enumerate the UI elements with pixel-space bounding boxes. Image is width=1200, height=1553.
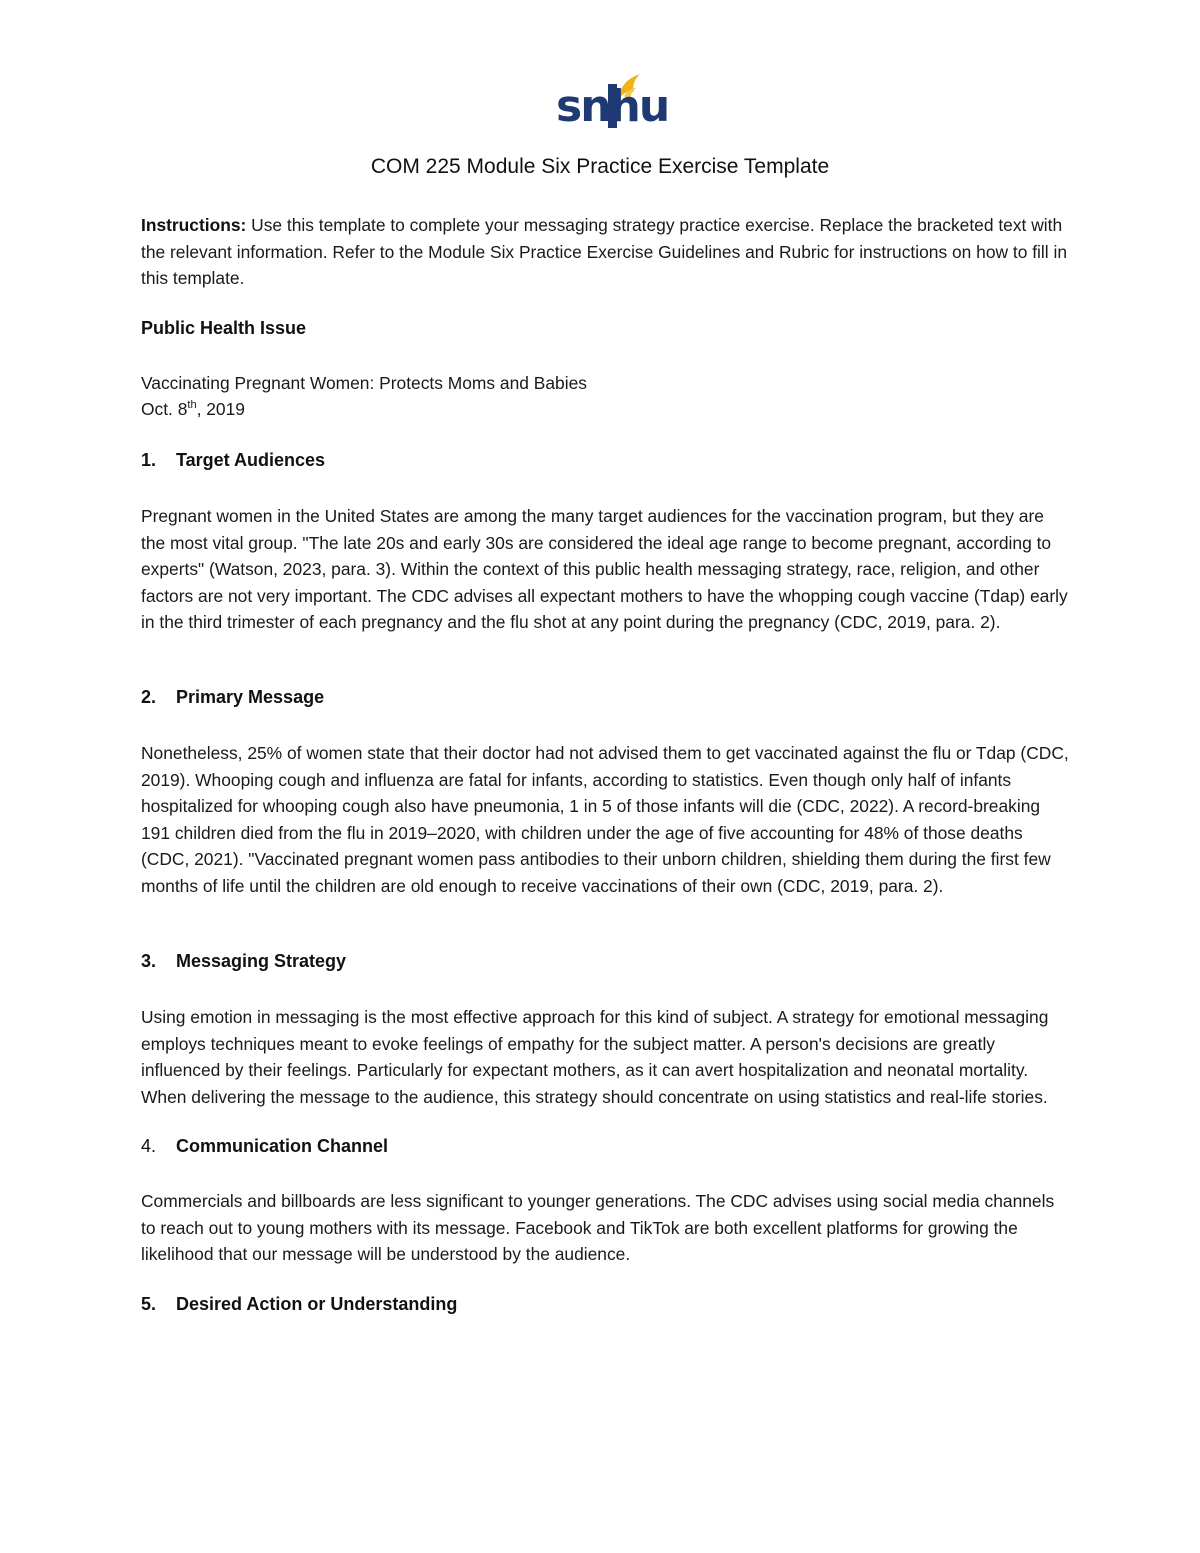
public-health-issue-heading: Public Health Issue [141,318,307,338]
section-number: 2. [141,687,157,707]
section-heading-target-audiences [141,450,325,471]
instructions-label: Instructions: [141,215,247,235]
section-text-communication-channel: Commercials and billboards are less significant to younger generations. The CDC advises using social media channels to reach out to young mothers with its message. Facebook and TikTok are both excellent platforms for growing the likelihood that our message will be understood by the audience. [141,1191,1055,1264]
section-title: Primary Message [176,687,325,707]
public-health-issue-title: Vaccinating Pregnant Women: Protects Moms and Babies [141,373,587,393]
section-number: 5. [141,1294,157,1314]
section-number: 1. [141,450,157,470]
section-heading-communication-channel [141,1136,388,1157]
section-title: Desired Action or Understanding [176,1294,458,1314]
snhu-logo [548,70,669,134]
document-title: COM 225 Module Six Practice Exercise Template [370,155,830,178]
section-number: 4. [141,1136,157,1156]
section-title: Target Audiences [176,450,326,470]
date-suffix: , 2019 [196,399,245,419]
section-title: Messaging Strategy [176,951,347,971]
section-title: Communication Channel [176,1136,389,1156]
section-heading-primary-message [141,687,324,708]
snhu-wordmark: snhu [556,81,669,132]
section-heading-desired-action [141,1294,457,1315]
section-text-primary-message: Nonetheless, 25% of women state that their doctor had not advised them to get vaccinated against the flu or Tdap (CDC, 2019). Whooping cough and influenza are fatal for infants, according to statistics. Even though only half of infants hospitalized for whooping cough also have pneumonia, 1 in 5 of those infants will die (CDC, 2022). A record-breaking 191 children died from the flu in 2019–2020, with children under the age of five accounting for 48% of those deaths (CDC, 2021). "Vaccinated pregnant women pass antibodies to their unborn children, shielding them during the first few months of life until the children are old enough to receive vaccinations of their own (CDC, 2019, para. 2). [141,743,1069,896]
section-heading-messaging-strategy [141,951,346,972]
date-prefix: Oct. 8 [141,399,188,419]
instructions-paragraph [141,212,1071,292]
section-text-messaging-strategy: Using emotion in messaging is the most effective approach for this kind of subject. A strategy for emotional messaging employs techniques meant to evoke feelings of empathy for the subject matter. A person's decisions are greatly influenced by their feelings. Particularly for expectant mothers, as it can avert hospitalization and neonatal mortality. When delivering the message to the audience, this strategy should concentrate on using statistics and real-life stories. [141,1007,1049,1107]
instructions-text: Use this template to complete your messaging strategy practice exercise. Replace the bracketed text with the relevant information. Refer to the Module Six Practice Exercise Guidelines and Rubric for instructions on how to fill in this template. [141,215,1068,288]
public-health-issue-date [141,396,1071,423]
date-superscript: th [187,399,197,412]
section-text-target-audiences: Pregnant women in the United States are among the many target audiences for the vaccination program, but they are the most vital group. "The late 20s and early 30s are considered the ideal age range to become pregnant, according to experts" (Watson, 2023, para. 3). Within the context of this public health messaging strategy, race, religion, and other factors are not very important. The CDC advises all expectant mothers to have the whopping cough vaccine (Tdap) early in the third trimester of each pregnancy and the flu shot at any point during the pregnancy (CDC, 2019, para. 2). [141,506,1068,632]
section-number: 3. [141,951,157,971]
